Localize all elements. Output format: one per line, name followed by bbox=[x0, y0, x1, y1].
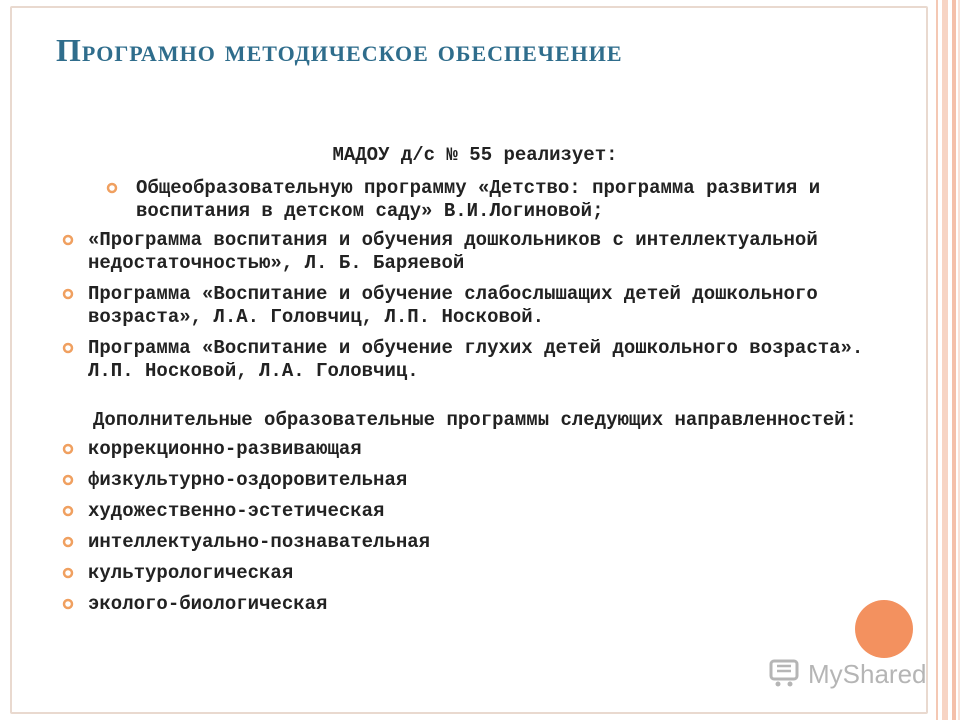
decorative-circle bbox=[855, 600, 913, 658]
direction-text: интеллектуально-познавательная bbox=[88, 531, 431, 553]
direction-item bbox=[60, 438, 890, 461]
watermark bbox=[768, 656, 927, 692]
slide-content bbox=[60, 144, 890, 624]
bullet-icon bbox=[62, 440, 74, 458]
decorative-stripes bbox=[930, 0, 960, 720]
intro-line: МАДОУ д/с № 55 реализует: bbox=[332, 144, 618, 166]
direction-item bbox=[60, 562, 890, 585]
direction-text: художественно-эстетическая bbox=[88, 500, 385, 522]
directions-list bbox=[60, 438, 890, 616]
direction-text: эколого-биологическая bbox=[88, 593, 328, 615]
bullet-icon bbox=[62, 564, 74, 582]
program-text: Программа «Воспитание и обучение слабослышащих детей дошкольного возраста», Л.А. Головчиц, Л.П. Носковой. bbox=[88, 283, 818, 328]
programs-list bbox=[60, 177, 890, 383]
additional-heading: Дополнительные образовательные программы следующих направленностей: bbox=[93, 409, 857, 431]
cart-icon bbox=[768, 657, 802, 692]
bullet-icon bbox=[62, 595, 74, 613]
program-item bbox=[60, 177, 890, 223]
direction-item bbox=[60, 531, 890, 554]
bullet-icon bbox=[62, 231, 74, 249]
bullet-icon bbox=[62, 471, 74, 489]
bullet-icon bbox=[62, 285, 74, 303]
program-text: Программа «Воспитание и обучение глухих детей дошкольного возраста». Л.П. Носковой, Л.А. Головчиц. bbox=[88, 337, 864, 382]
bullet-icon bbox=[106, 179, 118, 197]
program-item bbox=[60, 337, 890, 383]
direction-item bbox=[60, 500, 890, 523]
program-item bbox=[60, 229, 890, 275]
direction-item bbox=[60, 469, 890, 492]
direction-text: физкультурно-оздоровительная bbox=[88, 469, 408, 491]
direction-text: культурологическая bbox=[88, 562, 294, 584]
watermark-brand: MyShared bbox=[808, 658, 927, 689]
program-text: Общеобразовательную программу «Детство: программа развития и воспитания в детском саду» В.И.Логиновой; bbox=[136, 177, 821, 222]
direction-text: коррекционно-развивающая bbox=[88, 438, 362, 460]
direction-item bbox=[60, 593, 890, 616]
slide-title: Програмно методическое обеспечение bbox=[56, 32, 623, 68]
bullet-icon bbox=[62, 339, 74, 357]
program-item bbox=[60, 283, 890, 329]
bullet-icon bbox=[62, 533, 74, 551]
bullet-icon bbox=[62, 502, 74, 520]
program-text: «Программа воспитания и обучения дошкольников с интеллектуальной недостаточностью», Л. Б. Баряевой bbox=[88, 229, 818, 274]
